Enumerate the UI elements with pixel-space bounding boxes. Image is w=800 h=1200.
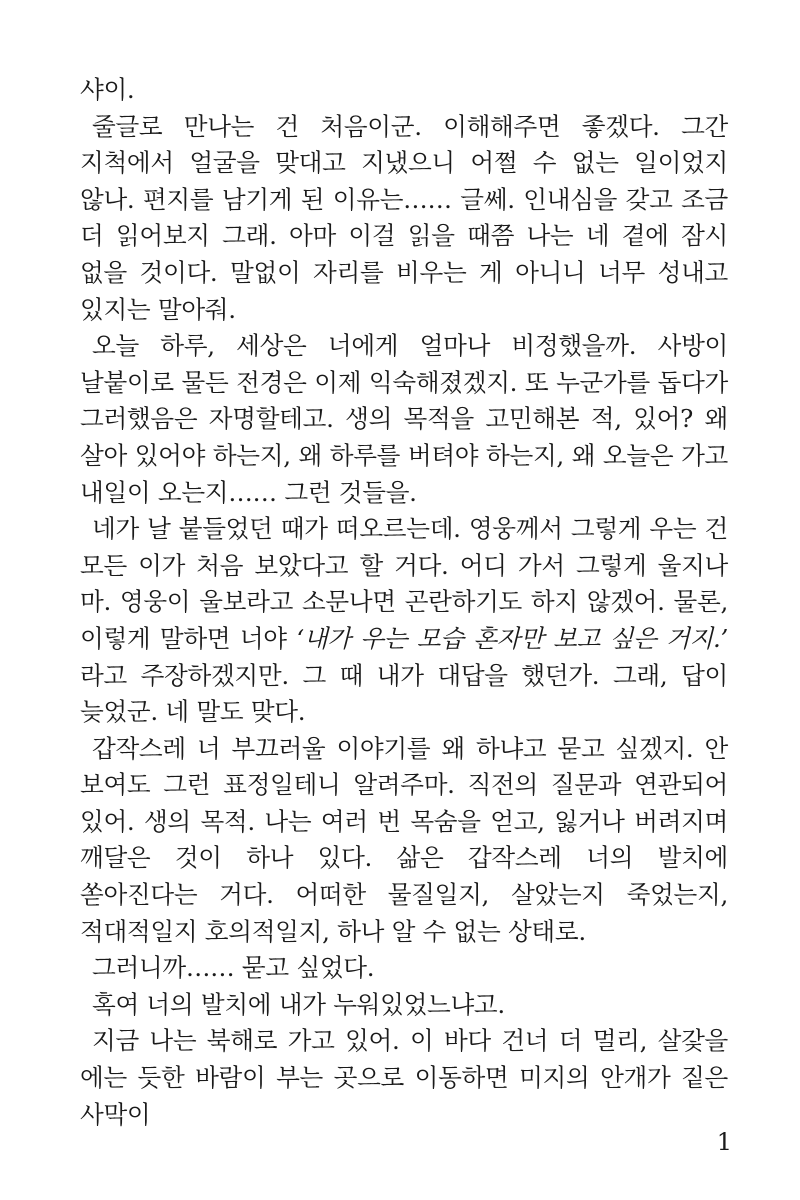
paragraph-3 xyxy=(80,511,728,731)
salutation: 샤이. xyxy=(80,75,135,104)
paragraph-5: 그러니까…… 묻고 싶었다. xyxy=(92,953,375,983)
paragraph-1: 줄글로 만나는 건 처음이군. 이해해주면 좋겠다. 그간 지척에서 얼굴을 맞대고 지냈으니 어쩔 수 없는 일이었지 않나. 편지를 남기게 된 이유는…… 글쎄. 인내심을 갖고 조금 더 읽어보지 그래. 아마 이걸 읽을 때쯤 나는 네 곁에 잠시 없을 것이다. 말없이 자리를 비우는 게 아니니 너무 성내고 있지는 말아줘. xyxy=(80,111,728,324)
paragraph-3-text-before: 네가 날 붙들었던 때가 떠오르는데. 영웅께서 그렇게 우는 건 모든 이가 처음 보았다고 할 거다. 어디 가서 그렇게 울지나 마. 영웅이 울보라고 소문나면 곤란하기도 하지 않겠어. 물론, 이렇게 말하면 너야 xyxy=(80,514,728,653)
paragraph-4: 갑작스레 너 부끄러울 이야기를 왜 하냐고 묻고 싶겠지. 안 보여도 그런 표정일테니 알려주마. 직전의 질문과 연관되어 있어. 생의 목적. 나는 여러 번 목숨을 얻고, 잃거나 버려지며 깨달은 것이 하나 있다. 삶은 갑작스레 너의 발치에 쏟아진다는 거다. 어떠한 물질일지, 살았는지 죽었는지, 적대적일지 호의적일지, 하나 알 수 없는 상태로. xyxy=(80,733,728,946)
page-number: 1 xyxy=(716,1128,732,1156)
paragraph-3-quote: ‘내가 우는 모습 혼자만 보고 싶은 거지.’ xyxy=(296,623,729,653)
letter-page-body xyxy=(80,72,728,1133)
paragraph-3-text-after: 라고 주장하겠지만. 그 때 내가 대답을 했던가. 그래, 답이 늦었군. 네 말도 맞다. xyxy=(80,660,728,727)
paragraph-7: 지금 나는 북해로 가고 있어. 이 바다 건너 더 멀리, 살갗을 에는 듯한 바람이 부는 곳으로 이동하면 미지의 안개가 짙은 사막이 xyxy=(80,1026,728,1129)
paragraph-2: 오늘 하루, 세상은 너에게 얼마나 비정했을까. 사방이 날붙이로 물든 전경은 이제 익숙해졌겠지. 또 누군가를 돕다가 그러했음은 자명할테고. 생의 목적을 고민해본 적, 있어? 왜 살아 있어야 하는지, 왜 하루를 버텨야 하는지, 왜 오늘은 가고 내일이 오는지…… 그런 것들을. xyxy=(80,331,728,507)
paragraph-6: 혹여 너의 발치에 내가 누워있었느냐고. xyxy=(92,989,505,1019)
